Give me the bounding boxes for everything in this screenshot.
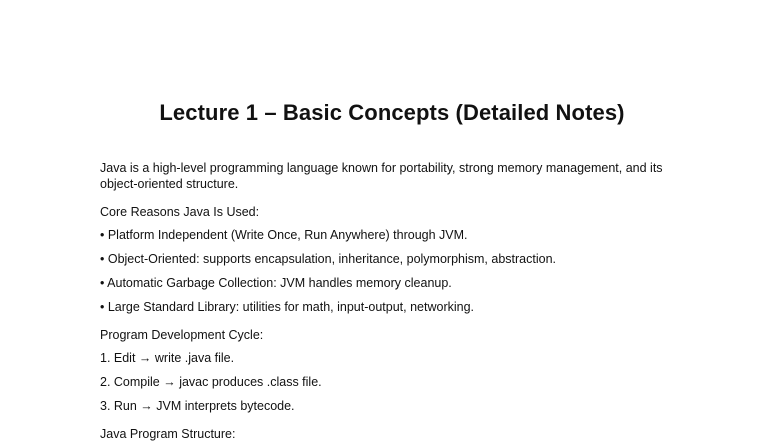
core-reasons-heading: Core Reasons Java Is Used: xyxy=(100,205,260,219)
dev-cycle-section xyxy=(100,327,700,414)
list-item: 1. Edit → write .java file. xyxy=(100,351,235,365)
core-reasons-section xyxy=(100,204,700,315)
dev-cycle-heading: Program Development Cycle: xyxy=(100,328,264,342)
page-title: Lecture 1 – Basic Concepts (Detailed Notes) xyxy=(159,100,625,125)
list-item: 2. Compile → javac produces .class file. xyxy=(100,375,322,389)
list-item: • Platform Independent (Write Once, Run Anywhere) through JVM. xyxy=(100,228,468,242)
list-item: 3. Run → JVM interprets bytecode. xyxy=(100,399,295,413)
intro-paragraph: Java is a high-level programming language known for portability, strong memory management, and its object-oriented structure. xyxy=(100,161,663,191)
list-item: • Object-Oriented: supports encapsulation, inheritance, polymorphism, abstraction. xyxy=(100,252,556,266)
document-body xyxy=(100,160,700,441)
structure-heading: Java Program Structure: xyxy=(100,427,236,441)
list-item: • Large Standard Library: utilities for math, input-output, networking. xyxy=(100,300,475,314)
structure-section xyxy=(100,426,700,441)
list-item: • Automatic Garbage Collection: JVM handles memory cleanup. xyxy=(100,276,452,290)
